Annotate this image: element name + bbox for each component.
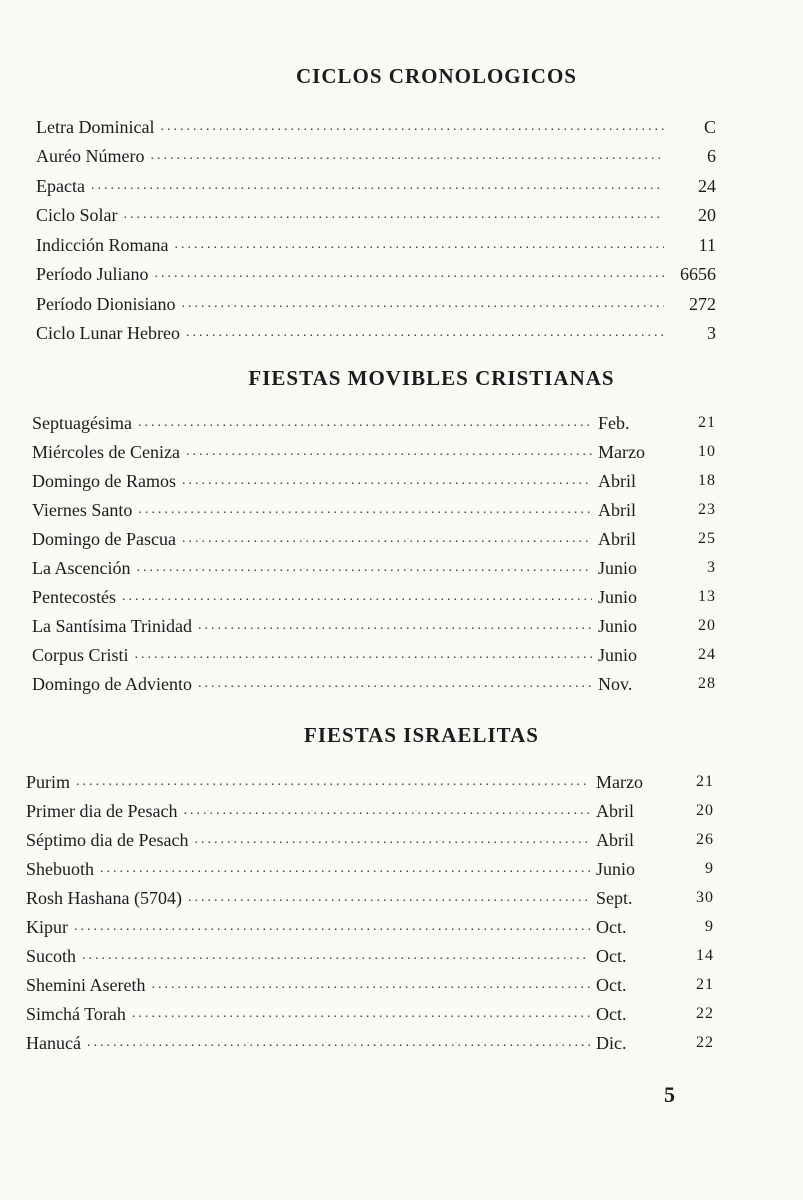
leader-dots — [76, 773, 590, 793]
page-number: 5 — [664, 1082, 675, 1107]
item-label: Séptimo dia de Pesach — [26, 830, 189, 850]
list-item — [26, 880, 714, 909]
item-day: 22 — [696, 1034, 714, 1051]
list-item — [36, 315, 716, 345]
item-label: La Santísima Trinidad — [32, 616, 193, 636]
item-month: Oct. — [596, 1004, 627, 1024]
list-item — [26, 1025, 714, 1054]
item-label: Domingo de Pascua — [32, 529, 176, 549]
ciclos-list — [36, 108, 716, 344]
leader-dots — [124, 206, 665, 226]
item-label: Pentecostés — [32, 587, 116, 607]
israelitas-title: FIESTAS ISRAELITAS — [304, 723, 539, 747]
item-day: 20 — [696, 802, 714, 819]
list-item — [32, 492, 716, 521]
list-item — [36, 226, 716, 256]
item-label: Período Juliano — [36, 264, 149, 284]
item-month: Oct. — [596, 975, 627, 995]
item-month: Oct. — [596, 946, 627, 966]
item-month: Dic. — [596, 1033, 627, 1053]
list-item — [32, 637, 716, 666]
leader-dots — [198, 675, 592, 695]
leader-dots — [183, 802, 590, 822]
leader-dots — [122, 588, 592, 608]
list-item — [26, 851, 714, 880]
list-item — [36, 256, 716, 286]
item-label: Epacta — [36, 175, 85, 196]
item-month: Abril — [598, 471, 636, 491]
leader-dots — [138, 501, 592, 521]
leader-dots — [182, 472, 592, 492]
leader-dots — [152, 976, 591, 996]
leader-dots — [87, 1034, 590, 1054]
item-month: Junio — [596, 859, 636, 879]
item-month: Marzo — [598, 442, 645, 462]
item-label: Sucoth — [26, 946, 77, 966]
item-label: Primer dia de Pesach — [26, 801, 178, 821]
leader-dots — [138, 414, 592, 434]
item-label: Auréo Número — [36, 146, 145, 166]
cristianas-title: FIESTAS MOVIBLES CRISTIANAS — [248, 366, 615, 390]
list-item — [26, 909, 714, 938]
item-label: La Ascención — [32, 558, 131, 578]
leader-dots — [186, 443, 592, 463]
item-day: 23 — [698, 501, 716, 518]
leader-dots — [100, 860, 590, 880]
item-label: Purim — [26, 772, 71, 792]
item-day: 14 — [696, 947, 714, 964]
leader-dots — [155, 265, 665, 285]
item-label: Domingo de Ramos — [32, 471, 176, 491]
item-month: Abril — [598, 529, 636, 549]
item-label: Ciclo Solar — [36, 205, 118, 225]
item-day: 20 — [698, 617, 716, 634]
list-item — [26, 967, 714, 996]
list-item — [36, 108, 716, 138]
item-month: Feb. — [598, 413, 630, 433]
list-item — [32, 521, 716, 550]
leader-dots — [74, 918, 590, 938]
list-item — [26, 822, 714, 851]
list-item — [26, 996, 714, 1025]
item-label: Shemini Asereth — [26, 975, 146, 995]
leader-dots — [132, 1005, 590, 1025]
item-label: Shebuoth — [26, 859, 95, 879]
leader-dots — [182, 295, 665, 315]
item-month: Junio — [598, 587, 638, 607]
item-month: Abril — [596, 801, 634, 821]
item-month: Marzo — [596, 772, 643, 792]
item-month: Sept. — [596, 888, 633, 908]
item-value: 11 — [698, 234, 716, 255]
leader-dots — [82, 947, 590, 967]
item-day: 21 — [696, 976, 714, 993]
item-value: 3 — [707, 323, 716, 343]
leader-dots — [150, 147, 664, 167]
item-day: 28 — [698, 675, 716, 692]
item-label: Simchá Torah — [26, 1004, 126, 1024]
list-item — [36, 285, 716, 315]
item-day: 21 — [696, 773, 714, 790]
item-label: Septuagésima — [32, 413, 132, 433]
item-label: Viernes Santo — [32, 500, 133, 520]
item-value: 272 — [689, 293, 716, 314]
item-label: Kipur — [26, 917, 68, 937]
item-month: Junio — [598, 645, 638, 665]
item-label: Rosh Hashana (5704) — [26, 888, 182, 908]
item-day: 9 — [705, 918, 714, 935]
item-day: 13 — [698, 588, 716, 605]
list-item — [36, 167, 716, 197]
item-day: 24 — [698, 646, 716, 663]
item-day: 18 — [698, 472, 716, 489]
item-day: 21 — [698, 414, 716, 431]
item-day: 25 — [698, 530, 716, 547]
item-month: Abril — [598, 500, 636, 520]
item-value: 20 — [698, 205, 716, 225]
item-label: Hanucá — [26, 1033, 81, 1053]
item-value: C — [703, 116, 716, 137]
list-item — [32, 405, 716, 434]
list-item — [32, 608, 716, 637]
leader-dots — [135, 646, 592, 666]
leader-dots — [186, 324, 664, 344]
item-day: 3 — [707, 559, 716, 576]
list-item — [32, 579, 716, 608]
item-month: Abril — [596, 830, 634, 850]
leader-dots — [160, 118, 664, 138]
leader-dots — [188, 889, 590, 909]
item-month: Oct. — [596, 917, 627, 937]
item-month: Junio — [598, 616, 638, 636]
item-label: Período Dionisiano — [36, 293, 176, 314]
israelitas-list — [26, 764, 714, 1054]
cristianas-list — [32, 405, 716, 695]
list-item — [36, 197, 716, 227]
list-item — [26, 938, 714, 967]
list-item — [32, 550, 716, 579]
item-label: Letra Dominical — [36, 116, 155, 137]
item-value: 24 — [698, 175, 716, 196]
item-month: Nov. — [598, 674, 633, 694]
leader-dots — [182, 530, 592, 550]
ciclos-title: CICLOS CRONOLOGICOS — [296, 64, 577, 88]
leader-dots — [136, 559, 592, 579]
item-day: 22 — [696, 1005, 714, 1022]
item-label: Domingo de Adviento — [32, 674, 192, 694]
item-label: Ciclo Lunar Hebreo — [36, 323, 180, 343]
item-day: 30 — [696, 889, 714, 906]
item-day: 26 — [696, 831, 714, 848]
item-value: 6656 — [680, 264, 716, 284]
item-day: 10 — [698, 443, 716, 460]
leader-dots — [194, 831, 590, 851]
item-label: Corpus Cristi — [32, 645, 129, 665]
item-month: Junio — [598, 558, 638, 578]
leader-dots — [91, 177, 664, 197]
list-item — [36, 138, 716, 168]
item-label: Indicción Romana — [36, 234, 169, 255]
leader-dots — [174, 236, 664, 256]
list-item — [26, 764, 714, 793]
list-item — [26, 793, 714, 822]
item-value: 6 — [707, 146, 716, 166]
leader-dots — [198, 617, 592, 637]
list-item — [32, 666, 716, 695]
list-item — [32, 463, 716, 492]
item-label: Miércoles de Ceniza — [32, 442, 180, 462]
list-item — [32, 434, 716, 463]
item-day: 9 — [705, 860, 714, 877]
